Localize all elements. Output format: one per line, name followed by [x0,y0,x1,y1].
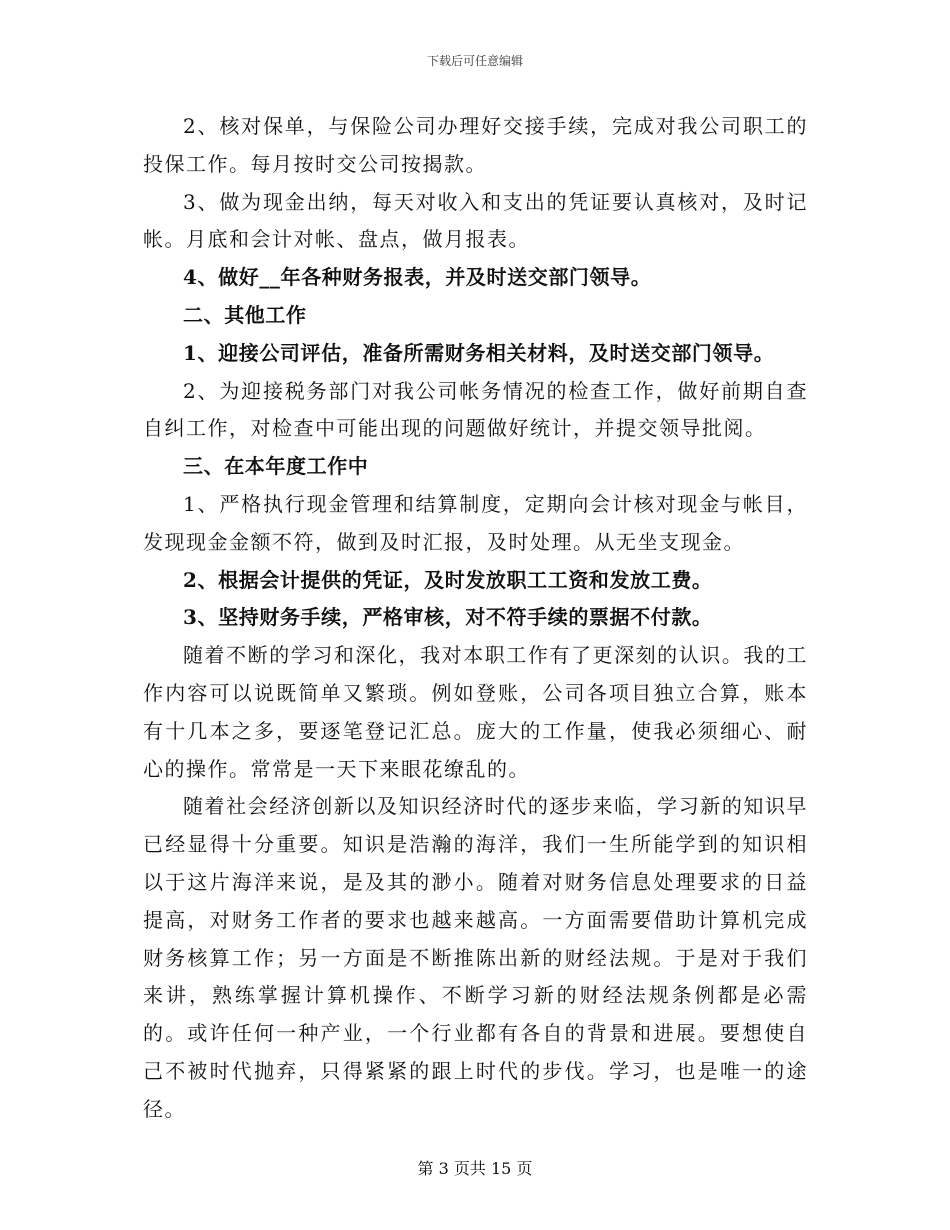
page-footer: 第 3 页共 15 页 [417,1159,533,1178]
section-heading-other-work: 二、其他工作 [183,302,307,327]
paragraph-3: 4、做好__年各种财务报表，并及时送交部门领导。 [183,265,652,290]
paragraph-8: 1、严格执行现金管理和结算制度，定期向会计核对现金与帐目，发现现金金额不符，做到及时汇报，及时处理。从无坐支现金。 [143,491,808,554]
document-body [143,108,808,1129]
paragraph-11: 随着不断的学习和深化，我对本职工作有了更深刻的认识。我的工作内容可以说既简单又繁琐。例如登账，公司各项目独立合算，账本有十几本之多，要逐笔登记汇总。庞大的工作量，使我必须细心、耐心的操作。常常是一天下来眼花缭乱的。 [143,643,808,781]
paragraph-10: 3、坚持财务手续，严格审核，对不符手续的票据不付款。 [183,605,713,630]
paragraph-12: 随着社会经济创新以及知识经济时代的逐步来临，学习新的知识早已经显得十分重要。知识是浩瀚的海洋，我们一生所能学到的知识相以于这片海洋来说，是及其的渺小。随着对财务信息处理要求的日益提高，对财务工作者的要求也越来越高。一方面需要借助计算机完成财务核算工作；另一方面是不断推陈出新的财经法规。于是对于我们来讲，熟练掌握计算机操作、不断学习新的财经法规条例都是必需的。或许任何一种产业，一个行业都有各自的背景和进展。要想使自己不被时代抛弃，只得紧紧的跟上时代的步伐。学习，也是唯一的途径。 [143,794,808,1121]
section-heading-this-year: 三、在本年度工作中 [183,454,369,479]
page-header: 下载后可任意编辑 [426,54,523,68]
paragraph-9: 2、根据会计提供的凭证，及时发放职工工资和发放工费。 [183,567,713,592]
paragraph-6: 2、为迎接税务部门对我公司帐务情况的检查工作，做好前期自查自纠工作，对检查中可能出现的问题做好统计，并提交领导批阅。 [143,378,808,441]
paragraph-2: 3、做为现金出纳，每天对收入和支出的凭证要认真核对，及时记帐。月底和会计对帐、盘点，做月报表。 [143,189,808,252]
paragraph-5: 1、迎接公司评估，准备所需财务相关材料，及时送交部门领导。 [183,340,775,365]
paragraph-1: 2、核对保单，与保险公司办理好交接手续，完成对我公司职工的投保工作。每月按时交公司按揭款。 [143,114,808,176]
